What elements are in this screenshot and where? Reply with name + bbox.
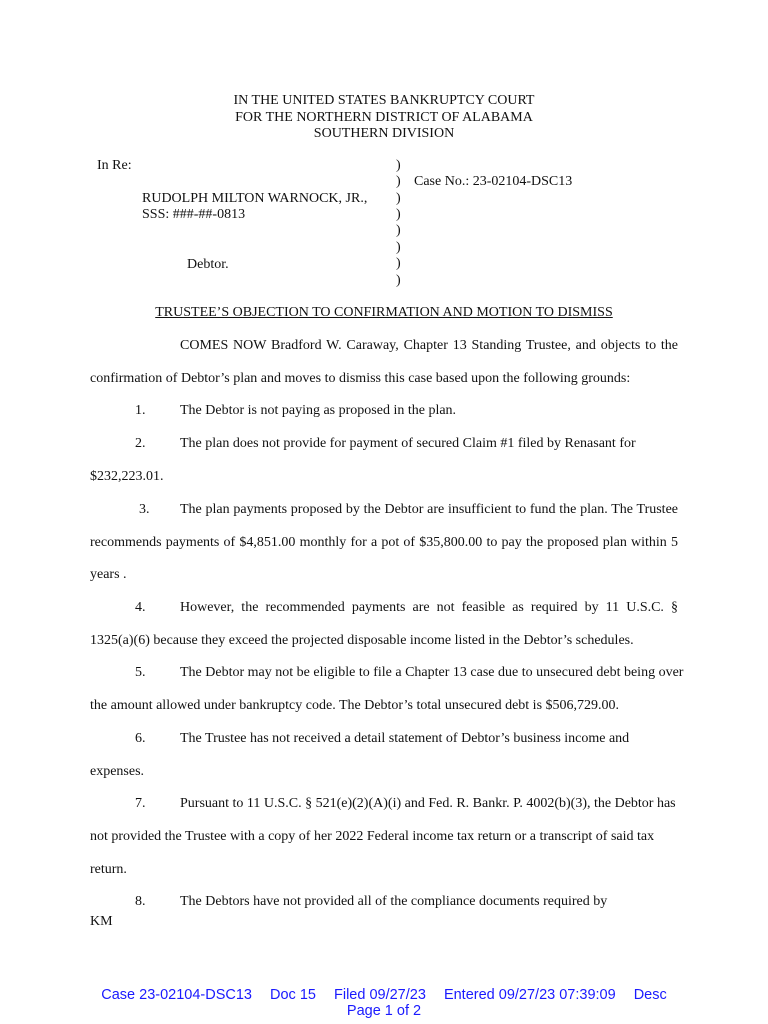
footer-page: Page 1 of 2 <box>346 1003 422 1019</box>
footer-doc: Doc 15 <box>270 987 316 1003</box>
debtor-label: Debtor. <box>187 257 229 272</box>
item-3-text-line-1: The plan payments proposed by the Debtor are insufficient to fund the plan. The Trustee <box>180 502 678 517</box>
debtor-name: RUDOLPH MILTON WARNOCK, JR., <box>142 191 368 206</box>
caption-paren: ) <box>396 158 401 173</box>
intro-line-1: COMES NOW Bradford W. Caraway, Chapter 13 Standing Trustee, and objects to the <box>180 338 678 353</box>
item-3-text-line-2: recommends payments of $4,851.00 monthly for a pot of $35,800.00 to pay the proposed plan within 5 <box>90 535 678 550</box>
document-title: TRUSTEE’S OBJECTION TO CONFIRMATION AND MOTION TO DISMISS <box>155 305 613 320</box>
item-3-text-line-3: years . <box>90 567 127 582</box>
debtor-ssn: SSS: ###-##-0813 <box>142 207 246 222</box>
footer-filed: Filed 09/27/23 <box>334 987 426 1003</box>
item-number-5: 5. <box>135 665 146 680</box>
filing-stamp-line-1 <box>0 987 768 1003</box>
footer-entered: Entered 09/27/23 07:39:09 <box>443 987 616 1003</box>
item-6-text-line-1: The Trustee has not received a detail statement of Debtor’s business income and <box>180 731 630 746</box>
item-2-text-line-2: $232,223.01. <box>90 469 164 484</box>
item-number-2: 2. <box>135 436 146 451</box>
footer-desc: Desc <box>633 987 667 1003</box>
caption-paren: ) <box>396 174 401 189</box>
footer-case: Case 23-02104-DSC13 <box>101 987 252 1003</box>
intro-line-2: confirmation of Debtor’s plan and moves to dismiss this case based upon the following grounds: <box>90 371 631 386</box>
item-5-text-line-1: The Debtor may not be eligible to file a Chapter 13 case due to unsecured debt being over <box>180 665 684 680</box>
caption-paren: ) <box>396 191 401 206</box>
initials: KM <box>90 914 113 929</box>
case-number: Case No.: 23-02104-DSC13 <box>414 174 573 189</box>
caption-paren: ) <box>396 240 401 255</box>
item-7-text-line-3: return. <box>90 862 127 877</box>
item-6-text-line-2: expenses. <box>90 764 145 779</box>
item-number-7: 7. <box>135 796 146 811</box>
item-7-text-line-2: not provided the Trustee with a copy of her 2022 Federal income tax return or a transcript of said tax <box>90 829 655 844</box>
court-header-line-2: FOR THE NORTHERN DISTRICT OF ALABAMA <box>235 109 533 125</box>
item-number-1: 1. <box>135 403 146 418</box>
filing-stamp <box>0 987 768 1019</box>
item-2-text-line-1: The plan does not provide for payment of secured Claim #1 filed by Renasant for <box>180 436 636 451</box>
item-number-4: 4. <box>135 600 146 615</box>
court-header <box>0 93 768 143</box>
item-number-3: 3. <box>139 502 150 517</box>
caption-paren: ) <box>396 256 401 271</box>
caption-paren: ) <box>396 273 401 288</box>
caption-paren: ) <box>396 207 401 222</box>
court-header-line-1: IN THE UNITED STATES BANKRUPTCY COURT <box>233 93 535 108</box>
item-1-text: The Debtor is not paying as proposed in the plan. <box>180 403 457 418</box>
in-re-label: In Re: <box>97 158 132 173</box>
caption-paren: ) <box>396 223 401 238</box>
item-4-text-line-1: However, the recommended payments are not feasible as required by 11 U.S.C. § <box>180 600 678 615</box>
item-4-text-line-2: 1325(a)(6) because they exceed the projected disposable income listed in the Debtor’s schedules. <box>90 633 634 648</box>
item-number-6: 6. <box>135 731 146 746</box>
item-5-text-line-2: the amount allowed under bankruptcy code. The Debtor’s total unsecured debt is $506,729.00. <box>90 698 620 713</box>
court-header-line-3: SOUTHERN DIVISION <box>313 126 455 141</box>
item-8-text-line-1: The Debtors have not provided all of the compliance documents required by <box>180 894 608 909</box>
item-7-text-line-1: Pursuant to 11 U.S.C. § 521(e)(2)(A)(i) and Fed. R. Bankr. P. 4002(b)(3), the Debtor has <box>180 796 676 811</box>
item-number-8: 8. <box>135 894 146 909</box>
